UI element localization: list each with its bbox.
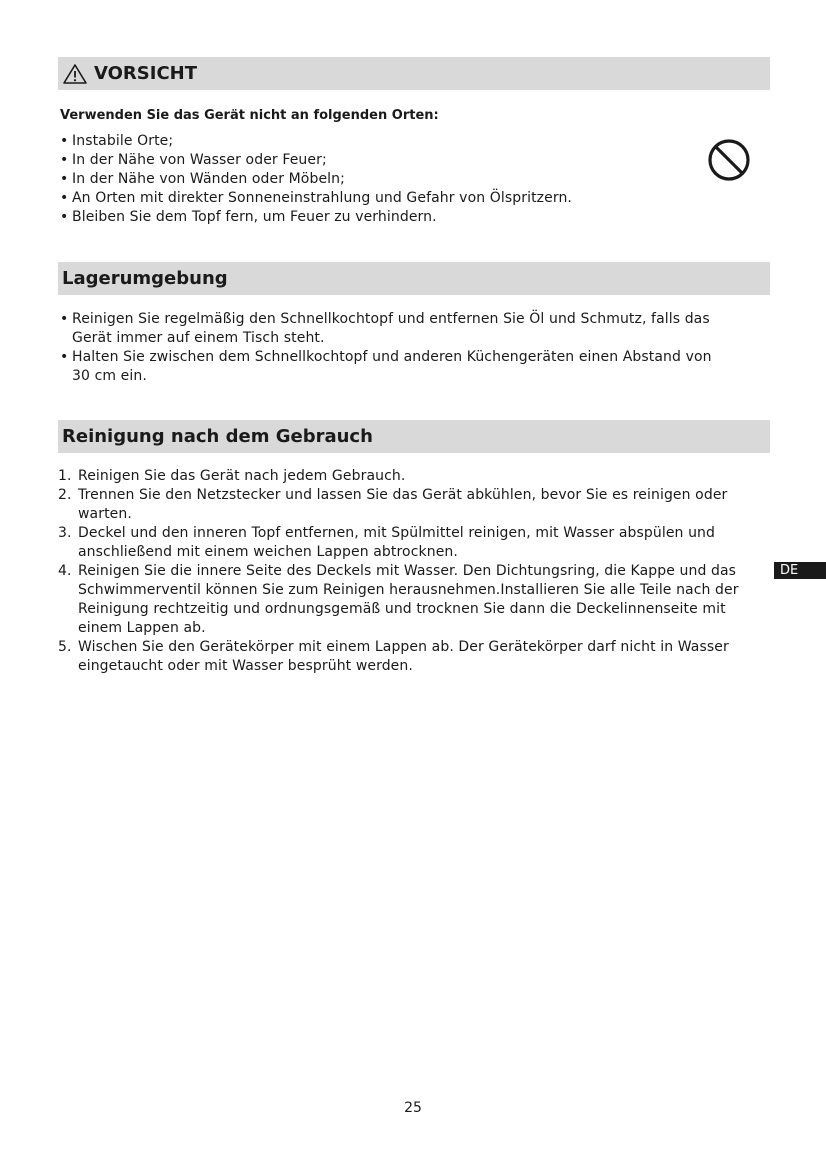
list-item: 1. Reinigen Sie das Gerät nach jedem Gebrauch. xyxy=(58,468,406,484)
storage-title: Lagerumgebung xyxy=(62,268,228,289)
list-item: 4. Reinigen Sie die innere Seite des Deckels mit Wasser. Den Dichtungsring, die Kappe und das Schwimmerventil können Sie zum Reinigen herausnehmen.Installieren Sie alle Teile nach der Reinigung rechtzeitig und ordnungsgemäß und trocknen Sie dann die Deckelinnenseite mit einem Lappen ab. xyxy=(58,563,739,636)
list-item: 2. Trennen Sie den Netzstecker und lassen Sie das Gerät abkühlen, bevor Sie es reinigen oder warten. xyxy=(58,487,728,522)
page-number: 25 xyxy=(404,1100,422,1116)
caution-title: VORSICHT xyxy=(94,63,197,84)
prohibition-sign-icon xyxy=(707,138,751,182)
list-item: 3. Deckel und den inneren Topf entfernen, mit Spülmittel reinigen, mit Wasser abspülen und anschließend mit einem weichen Lappen abtrocknen. xyxy=(58,525,716,560)
cleaning-header xyxy=(58,420,770,453)
list-item: • An Orten mit direkter Sonneneinstrahlung und Gefahr von Ölspritzern. xyxy=(60,190,572,206)
list-item: • Halten Sie zwischen dem Schnellkochtopf und anderen Küchengeräten einen Abstand von 30 cm ein. xyxy=(60,349,712,384)
list-item: • Reinigen Sie regelmäßig den Schnellkochtopf und entfernen Sie Öl und Schmutz, falls das Gerät immer auf einem Tisch steht. xyxy=(60,311,710,346)
warning-triangle-icon xyxy=(62,63,88,85)
cleaning-title: Reinigung nach dem Gebrauch xyxy=(62,426,373,447)
language-tab: DE xyxy=(774,562,826,579)
storage-list xyxy=(58,310,718,386)
list-item: • In der Nähe von Wasser oder Feuer; xyxy=(60,152,327,168)
caution-subheading: Verwenden Sie das Gerät nicht an folgenden Orten: xyxy=(60,108,439,123)
caution-header xyxy=(58,57,770,90)
list-item: • In der Nähe von Wänden oder Möbeln; xyxy=(60,171,345,187)
caution-list xyxy=(58,132,698,227)
list-item: • Instabile Orte; xyxy=(60,133,174,149)
storage-header xyxy=(58,262,770,295)
list-item: • Bleiben Sie dem Topf fern, um Feuer zu verhindern. xyxy=(60,209,437,225)
cleaning-list xyxy=(58,467,768,676)
list-item: 5. Wischen Sie den Gerätekörper mit einem Lappen ab. Der Gerätekörper darf nicht in Wasser eingetaucht oder mit Wasser besprüht werden. xyxy=(58,639,729,674)
